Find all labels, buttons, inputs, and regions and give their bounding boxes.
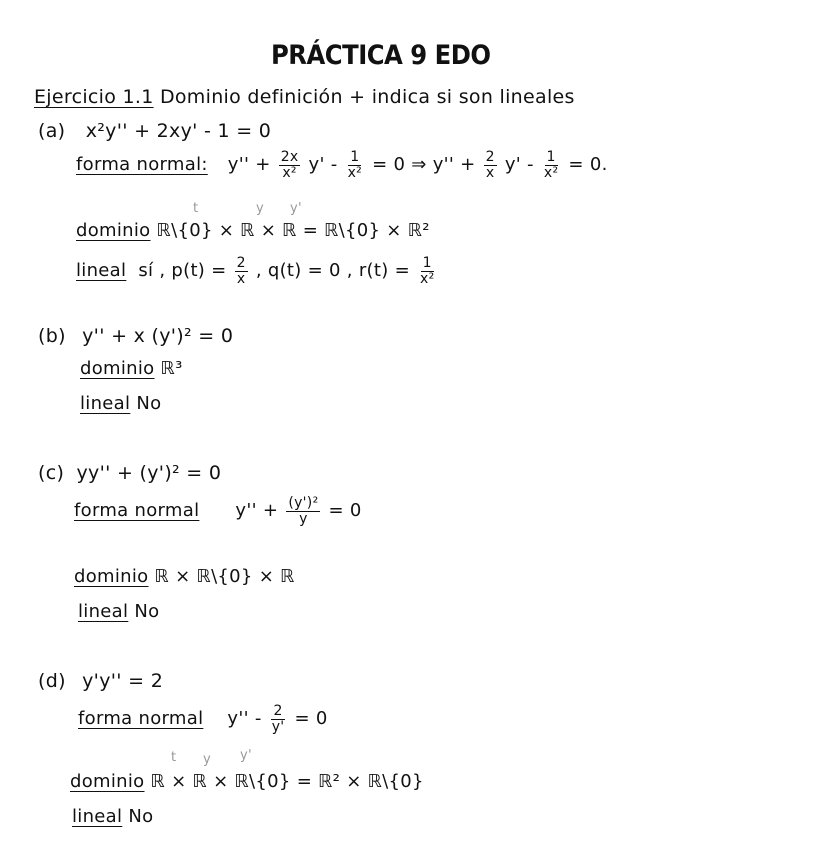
part-d-annot-y: y	[203, 752, 211, 767]
part-a-domain-value: ℝ\{0} × ℝ × ℝ = ℝ\{0} × ℝ²	[156, 220, 430, 241]
part-d-header	[38, 670, 163, 692]
part-a-fraction-4: $\frac{1}{\text{x²}}$	[543, 149, 559, 181]
part-d-annot-t: t	[171, 750, 177, 765]
part-d-domain	[70, 771, 424, 792]
exercise-header	[34, 86, 575, 108]
part-c-domain	[74, 566, 295, 587]
part-a-domain-label: dominio	[76, 220, 151, 241]
part-a-normal-text: = 0.	[568, 154, 608, 176]
part-d-linear-value: No	[128, 806, 154, 827]
part-a-normal-text: y'' +	[227, 154, 271, 176]
part-c-equation: yy'' + (y')² = 0	[76, 462, 222, 484]
part-d-equation: y'y'' = 2	[82, 670, 164, 692]
part-a-fraction-2: $\frac{1}{\text{x²}}$	[347, 149, 363, 181]
part-a-linear-label: lineal	[76, 260, 127, 282]
part-a-fraction-1: $\frac{2x}{\text{x²}}$	[280, 149, 299, 181]
part-c-linear	[78, 601, 159, 622]
part-b-header	[38, 325, 233, 347]
part-c-linear-value: No	[134, 601, 160, 622]
part-c-domain-label: dominio	[74, 566, 149, 587]
part-a-normal-form	[76, 150, 608, 180]
part-a-annot-y: y	[256, 201, 264, 216]
part-d-normal-text: y'' -	[227, 708, 262, 730]
part-d-linear	[72, 806, 153, 827]
part-a-r-fraction: $\frac{1}{\text{x²}}$	[419, 255, 435, 287]
part-a-fraction-3: $\frac{2}{x}$	[485, 149, 495, 181]
part-b-equation: y'' + x (y')² = 0	[82, 325, 234, 347]
part-c-linear-label: lineal	[78, 601, 129, 622]
part-d-tag: (d)	[38, 670, 66, 692]
part-b-linear	[80, 393, 161, 414]
part-b-domain	[80, 358, 183, 379]
part-a-p-fraction: $\frac{2}{x}$	[236, 255, 246, 287]
exercise-description: Dominio definición + indica si son lineales	[159, 86, 575, 108]
part-c-normal-label: forma normal	[74, 500, 200, 522]
part-b-domain-label: dominio	[80, 358, 155, 379]
part-a-equation: x²y'' + 2xy' - 1 = 0	[85, 120, 272, 142]
part-d-annot-yp: y'	[240, 748, 252, 763]
exercise-label: Ejercicio 1.1	[34, 86, 154, 108]
part-d-domain-label: dominio	[70, 771, 145, 792]
part-c-header	[38, 462, 221, 484]
part-d-normal-label: forma normal	[78, 708, 204, 730]
part-a-normal-text: y' -	[504, 154, 534, 176]
part-d-domain-value: ℝ × ℝ × ℝ\{0} = ℝ² × ℝ\{0}	[150, 771, 424, 792]
part-b-linear-value: No	[136, 393, 162, 414]
part-d-normal-text: = 0	[294, 708, 328, 730]
part-a-linear-text: , q(t) = 0 , r(t) =	[255, 260, 410, 282]
part-a-annot-t: t	[193, 201, 199, 216]
part-c-normal-text: = 0	[328, 500, 362, 522]
part-c-fraction: $\frac{\text{(y')²}}{y}$	[288, 495, 319, 527]
part-a-normal-text: y' -	[308, 154, 338, 176]
part-a-linear	[76, 256, 438, 286]
part-a-annot-yp: y'	[290, 201, 302, 216]
part-a-normal-text: = 0 ⇒ y'' +	[372, 154, 476, 176]
part-b-domain-value: ℝ³	[160, 358, 183, 379]
part-c-normal-form	[74, 496, 362, 526]
page-title: PRÁCTICA 9 EDO	[271, 40, 491, 71]
part-a-header	[38, 120, 271, 142]
part-a-linear-text: sí , p(t) =	[138, 260, 227, 282]
part-a-normal-label: forma normal:	[76, 154, 208, 176]
part-c-normal-text: y'' +	[235, 500, 279, 522]
part-d-normal-form	[78, 704, 328, 734]
part-c-tag: (c)	[38, 462, 65, 484]
part-b-tag: (b)	[38, 325, 66, 347]
part-b-linear-label: lineal	[80, 393, 131, 414]
part-d-fraction: $\frac{2}{y'}$	[271, 703, 285, 735]
part-a-domain	[76, 220, 430, 241]
part-c-domain-value: ℝ × ℝ\{0} × ℝ	[154, 566, 295, 587]
part-a-tag: (a)	[38, 120, 66, 142]
part-d-linear-label: lineal	[72, 806, 123, 827]
